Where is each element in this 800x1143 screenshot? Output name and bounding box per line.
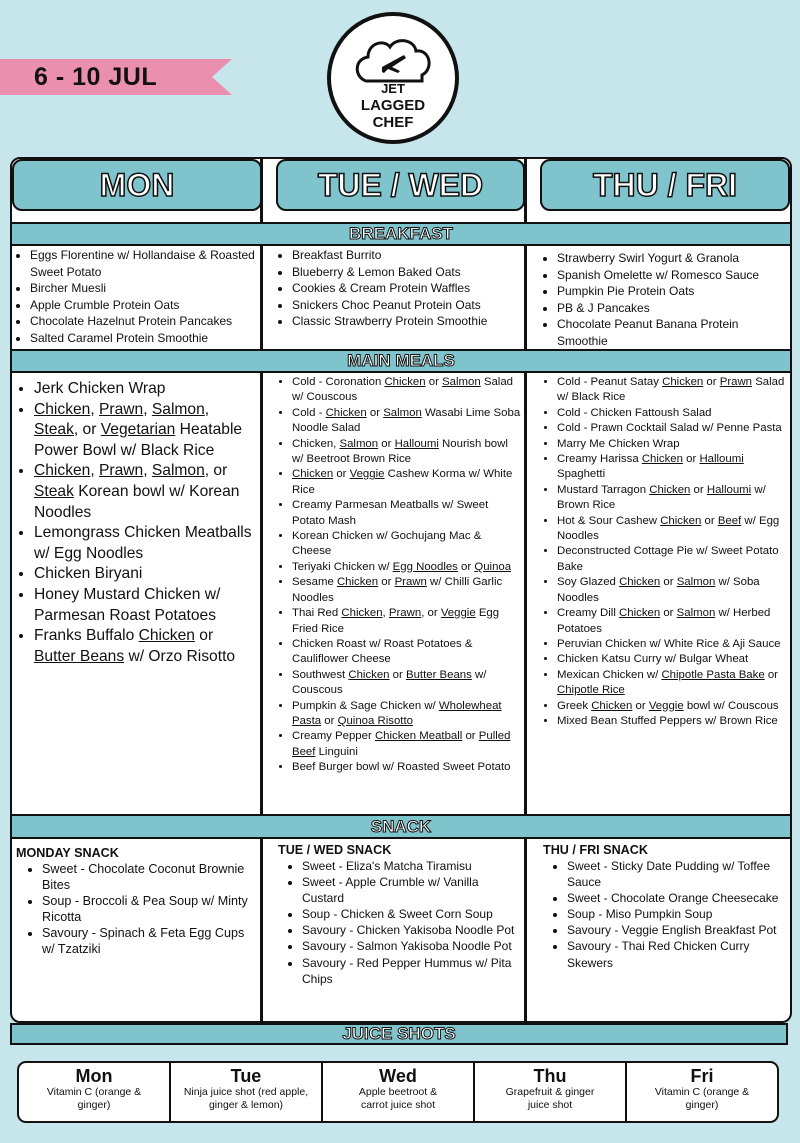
section-breakfast: BREAKFAST	[12, 222, 790, 246]
meal-item	[34, 626, 256, 667]
meal-text: Creamy Dill	[557, 607, 620, 620]
meal-text: Greek	[557, 699, 592, 712]
juice-day: Tue	[230, 1066, 262, 1086]
breakfast-item: • Snickers Choc Peanut Protein Oats	[292, 297, 522, 314]
meal-option: Salmon	[676, 607, 716, 620]
breakfast-item: • Bircher Muesli	[30, 280, 258, 297]
meal-option: Prawn	[99, 400, 144, 418]
meal-option: Chicken	[619, 607, 661, 620]
meal-option: Butter Beans	[405, 668, 472, 681]
meal-option: Chipotle Rice	[557, 684, 625, 697]
meal-text: w/ Couscous	[292, 668, 487, 697]
meal-option: Salmon	[383, 406, 422, 419]
meal-item	[557, 437, 786, 452]
breakfast-item: • Blueberry & Lemon Baked Oats	[292, 264, 522, 281]
meal-option: Halloumi	[706, 483, 752, 496]
meal-item	[557, 514, 786, 545]
meal-text: Cold -	[292, 406, 326, 419]
meal-text: ,	[90, 462, 100, 480]
meal-item	[34, 564, 256, 585]
snack-item: • Sweet - Chocolate Orange Cheesecake	[567, 890, 786, 906]
meal-text: or	[462, 730, 479, 743]
meal-item	[292, 498, 522, 529]
meal-option: Chicken	[34, 462, 91, 480]
meal-item	[557, 575, 786, 606]
meal-option: Chicken	[662, 376, 704, 388]
meal-text: Nourish bowl w/ Beetroot Brown Rice	[292, 437, 508, 466]
meal-text: Lemongrass Chicken Meatballs w/ Egg Noodles	[34, 524, 252, 562]
breakfast-item: • Eggs Florentine w/ Hollandaise & Roasted Sweet Potato	[30, 247, 258, 280]
breakfast-item: • Spanish Omelette w/ Romesco Sauce	[557, 267, 786, 284]
day-header-mon: MON	[12, 159, 262, 211]
meal-item	[292, 637, 522, 668]
meal-text: Marry Me Chicken Wrap	[557, 437, 680, 450]
snack-item: • Savoury - Chicken Yakisoba Noodle Pot	[302, 922, 522, 938]
meal-text: Peruvian Chicken w/ White Rice & Aji Sauce	[557, 637, 781, 650]
column-divider	[524, 159, 527, 1021]
meal-text: or	[321, 714, 338, 727]
meal-item	[292, 729, 522, 760]
meal-text: Deconstructed Cottage Pie w/ Sweet Potato Bake	[557, 545, 779, 573]
meal-item	[557, 714, 786, 729]
meal-option: Beef	[717, 514, 742, 527]
column-divider	[260, 159, 263, 1021]
meal-text: or	[690, 483, 707, 496]
meal-text: Teriyaki Chicken w/	[292, 560, 393, 573]
meal-text: Linguini	[315, 745, 358, 758]
meal-text: Salad w/ Black Rice	[557, 376, 785, 404]
meal-text: w/ Chilli Garlic Noodles	[292, 576, 503, 604]
meal-option: Salmon	[442, 376, 481, 388]
juice-day: Fri	[690, 1066, 714, 1086]
snack-item: • Savoury - Red Pepper Hummus w/ Pita Chips	[302, 955, 522, 987]
breakfast-tuewed	[278, 247, 522, 330]
meal-text: or	[194, 627, 214, 645]
meal-text: Korean Chicken w/ Gochujang Mac & Cheese	[292, 530, 482, 558]
meal-text: ,	[382, 607, 389, 620]
snack-mon	[16, 845, 258, 958]
meal-text: Honey Mustard Chicken w/ Parmesan Roast Potatoes	[34, 585, 221, 624]
meal-option: Chicken	[138, 627, 195, 645]
snack-title-thufri: THU / FRI SNACK	[543, 843, 648, 857]
meal-option: Chicken Meatball	[374, 730, 463, 743]
meal-option: Chicken	[660, 514, 702, 527]
snack-item: • Sweet - Sticky Date Pudding w/ Toffee Sauce	[567, 858, 786, 890]
meal-item	[557, 421, 786, 436]
meal-option: Steak	[34, 421, 74, 439]
juice-mon	[19, 1063, 169, 1121]
meal-text: w/ Orzo Risotto	[124, 647, 236, 665]
juice-wed	[321, 1063, 473, 1121]
meal-item	[292, 668, 522, 699]
meal-option: Veggie	[440, 607, 476, 620]
breakfast-item: • Pumpkin Pie Protein Oats	[557, 283, 786, 300]
meal-item	[292, 437, 522, 468]
meal-item	[557, 637, 786, 652]
meal-text: ,	[143, 400, 152, 418]
meal-option: Wholewheat Pasta	[292, 699, 502, 727]
jet-lagged-chef-logo	[326, 11, 460, 145]
meal-text: Thai Red	[292, 607, 342, 620]
meal-text: w/ Herbed Potatoes	[557, 607, 771, 635]
meal-item	[292, 760, 522, 775]
meal-text: bowl w/ Couscous	[683, 699, 779, 712]
main-meals-thufri	[543, 375, 786, 729]
snack-item: • Sweet - Chocolate Coconut Brownie Bites	[42, 861, 258, 893]
breakfast-item: • Salted Caramel Protein Smoothie	[30, 330, 258, 347]
main-meals-mon	[20, 379, 256, 667]
meal-item	[557, 406, 786, 421]
breakfast-item: • PB & J Pancakes	[557, 300, 786, 317]
snack-title-tuewed: TUE / WED SNACK	[278, 843, 392, 857]
meal-text: or	[366, 406, 384, 419]
meal-text: Beef Burger bowl w/ Roasted Sweet Potato	[292, 761, 511, 774]
meal-text: or	[764, 668, 778, 681]
breakfast-item: • Breakfast Burrito	[292, 247, 522, 264]
meal-text: Creamy Harissa	[557, 453, 642, 466]
meal-item	[292, 575, 522, 606]
breakfast-thufri	[543, 250, 786, 349]
breakfast-mon	[16, 247, 258, 346]
meal-text: or	[682, 453, 700, 466]
meal-text: Mixed Bean Stuffed Peppers w/ Brown Rice	[557, 714, 778, 727]
meal-text: Chicken,	[292, 437, 340, 450]
meal-item	[34, 585, 256, 626]
meal-option: Salmon	[339, 437, 379, 450]
meal-text: Salad w/ Couscous	[292, 376, 514, 404]
snack-thufri	[543, 842, 786, 971]
day-header-thufri: THU / FRI	[540, 159, 790, 211]
meal-text: Sesame	[292, 576, 337, 589]
meal-option: Chicken	[649, 483, 691, 496]
meal-option: Chicken	[336, 576, 379, 589]
meal-text: or	[703, 376, 720, 388]
meal-item	[34, 379, 256, 400]
meal-option: Chicken	[325, 406, 367, 419]
meal-text: Creamy Pepper	[292, 730, 375, 743]
meal-option: Prawn	[99, 462, 144, 480]
meal-text: or	[389, 668, 406, 681]
meal-item	[292, 606, 522, 637]
meal-text: Soy Glazed	[557, 576, 620, 589]
meal-text: ,	[143, 462, 152, 480]
main-meals-tuewed	[278, 375, 522, 776]
meal-item	[557, 606, 786, 637]
meal-option: Prawn	[719, 376, 753, 388]
juice-desc: Vitamin C (orange & ginger)	[654, 1086, 750, 1111]
meal-text: Wasabi Lime Soba Noodle Salad	[292, 406, 521, 435]
meal-item	[292, 699, 522, 730]
breakfast-item: • Cookies & Cream Protein Waffles	[292, 280, 522, 297]
juice-shots-table	[17, 1061, 779, 1123]
meal-option: Prawn	[394, 576, 427, 589]
meal-item	[292, 467, 522, 498]
meal-option: Chicken	[641, 453, 683, 466]
snack-item: • Savoury - Thai Red Chicken Curry Skewers	[567, 938, 786, 970]
meal-item	[557, 375, 786, 406]
meal-text: Cold - Peanut Satay	[557, 376, 663, 388]
breakfast-item: • Apple Crumble Protein Oats	[30, 297, 258, 314]
meal-text: or	[632, 699, 649, 712]
juice-desc: Vitamin C (orange & ginger)	[46, 1086, 142, 1111]
meal-text: Cold - Prawn Cocktail Salad w/ Penne Pasta	[557, 422, 782, 435]
meal-option: Halloumi	[699, 453, 744, 466]
snack-item: • Savoury - Salmon Yakisoba Noodle Pot	[302, 938, 522, 954]
meal-option: Salmon	[676, 576, 716, 589]
meal-option: Prawn	[388, 607, 422, 620]
meal-option: Quinoa Risotto	[337, 714, 413, 727]
snack-tuewed	[278, 842, 522, 987]
meal-option: Steak	[34, 482, 74, 500]
meal-option: Vegetarian	[100, 421, 176, 439]
menu-table	[10, 157, 792, 1023]
meal-item	[557, 668, 786, 699]
juice-desc: Grapefruit & ginger juice shot	[505, 1086, 595, 1111]
section-snack: SNACK	[12, 814, 790, 839]
snack-item: • Soup - Broccoli & Pea Soup w/ Minty Ricotta	[42, 893, 258, 925]
section-juice-shots: JUICE SHOTS	[10, 1023, 788, 1045]
breakfast-item: • Chocolate Hazelnut Protein Pancakes	[30, 313, 258, 330]
meal-text: Heatable Power Bowl w/ Black Rice	[34, 421, 243, 459]
meal-text: Mexican Chicken w/	[557, 668, 662, 681]
logo-text-jet: JET	[381, 81, 405, 96]
meal-text: Cashew Korma w/ White Rice	[292, 468, 513, 496]
meal-text: Chicken Biryani	[34, 565, 143, 583]
snack-item: • Sweet - Eliza's Matcha Tiramisu	[302, 858, 522, 874]
meal-text: , or	[73, 421, 101, 439]
meal-text: or	[660, 576, 677, 589]
day-header-tuewed: TUE / WED	[276, 159, 525, 211]
meal-option: Egg Noodles	[392, 560, 458, 573]
snack-item: • Soup - Chicken & Sweet Corn Soup	[302, 906, 522, 922]
meal-text: w/ Brown Rice	[557, 483, 766, 512]
snack-item: • Savoury - Spinach & Feta Egg Cups w/ Tzatziki	[42, 925, 258, 957]
meal-option: Pulled Beef	[292, 730, 511, 758]
snack-item: • Sweet - Apple Crumble w/ Vanilla Custard	[302, 874, 522, 906]
meal-item	[292, 529, 522, 560]
meal-text: Jerk Chicken Wrap	[34, 380, 166, 397]
juice-desc: Apple beetroot & carrot juice shot	[358, 1086, 438, 1111]
juice-day: Thu	[533, 1066, 567, 1086]
snack-item: • Savoury - Veggie English Breakfast Pot	[567, 922, 786, 938]
meal-item	[292, 560, 522, 575]
meal-option: Quinoa	[474, 560, 512, 573]
meal-text: Korean bowl w/ Korean Noodles	[34, 482, 240, 521]
meal-text: , or	[421, 607, 441, 620]
snack-title-mon: MONDAY SNACK	[16, 846, 119, 860]
breakfast-item: • Chocolate Peanut Banana Protein Smoothie	[557, 316, 786, 349]
meal-text: Southwest	[292, 668, 349, 681]
meal-option: Veggie	[349, 468, 385, 481]
meal-text: or	[378, 437, 395, 450]
juice-desc: Ninja juice shot (red apple, ginger & lemon)	[183, 1086, 309, 1111]
meal-item	[557, 452, 786, 483]
meal-item	[292, 406, 522, 437]
meal-item	[292, 375, 522, 406]
meal-option: Salmon	[151, 462, 205, 480]
meal-text: or	[701, 514, 718, 527]
juice-day: Wed	[379, 1066, 417, 1086]
meal-text: Hot & Sour Cashew	[557, 514, 661, 527]
meal-text: w/ Egg Noodles	[557, 514, 780, 543]
snack-item: • Soup - Miso Pumpkin Soup	[567, 906, 786, 922]
meal-text: Franks Buffalo	[34, 627, 139, 645]
meal-text: or	[425, 376, 443, 388]
juice-fri	[625, 1063, 777, 1121]
date-ribbon	[0, 59, 232, 95]
meal-item	[557, 483, 786, 514]
meal-option: Chicken	[292, 468, 334, 481]
juice-thu	[473, 1063, 625, 1121]
date-range: 6 - 10 JUL	[34, 63, 158, 91]
meal-text: or	[660, 607, 677, 620]
meal-option: Chicken	[341, 607, 383, 620]
meal-text: Cold - Chicken Fattoush Salad	[557, 406, 712, 419]
meal-text: , or	[204, 462, 228, 480]
meal-item	[557, 699, 786, 714]
meal-text: or	[378, 576, 395, 589]
breakfast-item: • Classic Strawberry Protein Smoothie	[292, 313, 522, 330]
meal-option: Salmon	[151, 400, 205, 418]
meal-text: ,	[90, 400, 100, 418]
meal-option: Butter Beans	[34, 647, 125, 665]
meal-item	[557, 652, 786, 667]
meal-text: Mustard Tarragon	[557, 483, 650, 496]
meal-text: Egg Fried Rice	[292, 607, 500, 635]
meal-item	[557, 544, 786, 575]
meal-item	[34, 400, 256, 462]
meal-text: Pumpkin & Sage Chicken w/	[292, 699, 439, 712]
meal-option: Chicken	[591, 699, 633, 712]
section-main-meals: MAIN MEALS	[12, 349, 790, 373]
juice-day: Mon	[75, 1066, 113, 1086]
meal-text: w/ Soba Noodles	[557, 576, 760, 604]
meal-text: Chicken Roast w/ Roast Potatoes & Cauliflower Cheese	[292, 637, 473, 666]
meal-text: Spaghetti	[557, 468, 606, 481]
meal-option: Chipotle Pasta Bake	[661, 668, 765, 681]
meal-option: Chicken	[619, 576, 661, 589]
logo-text-lagged: LAGGED	[360, 97, 426, 114]
meal-text: ,	[204, 400, 210, 418]
meal-option: Chicken	[384, 376, 426, 388]
logo-text-chef: CHEF	[372, 114, 414, 131]
meal-option: Chicken	[348, 668, 390, 681]
meal-text: Chicken Katsu Curry w/ Bulgar Wheat	[557, 653, 749, 666]
meal-text: Cold - Coronation	[292, 376, 385, 388]
meal-option: Chicken	[34, 400, 91, 418]
meal-item	[34, 523, 256, 564]
meal-text: or	[333, 468, 350, 481]
meal-option: Veggie	[648, 699, 684, 712]
breakfast-item: • Strawberry Swirl Yogurt & Granola	[557, 250, 786, 267]
meal-text: Creamy Parmesan Meatballs w/ Sweet Potato Mash	[292, 499, 489, 527]
juice-tue	[169, 1063, 321, 1121]
meal-text: or	[457, 560, 475, 573]
meal-item	[34, 461, 256, 523]
meal-option: Halloumi	[394, 437, 439, 450]
